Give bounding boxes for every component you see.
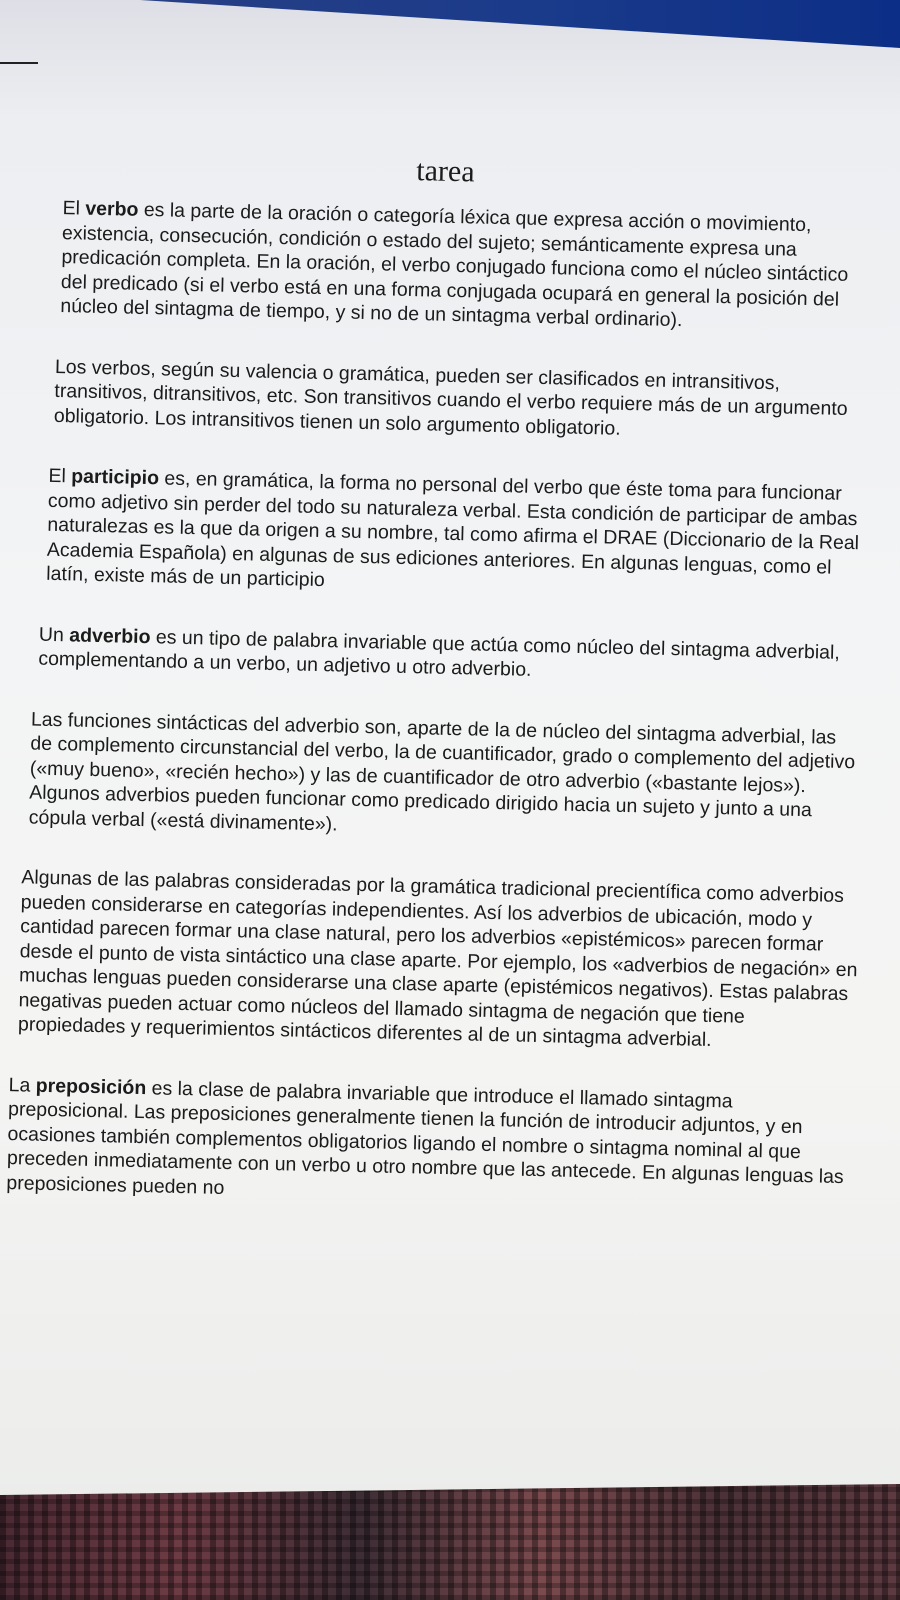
paragraph-text: es la clase de palabra invariable que introduce el llamado sintagma preposicional. Las preposiciones generalmente tienen la función de introducir adjuntos, y en ocasiones también complementos obligatorios ligando el nombre o sintagma nominal al que preceden inmediatamente con un verbo u otro nombre que las antecede. En algunas lenguas las preposiciones pueden no [6, 1076, 844, 1199]
paragraph-lead: El [62, 197, 86, 220]
paragraph-lead: Un [38, 623, 70, 646]
paragraph-verbo [12, 195, 875, 337]
paragraph-categorias: Algunas de las palabras consideradas por la gramática tradicional precientífica como adverbios pueden considerarse en categorías independientes. Así los adverbios de ubicación, modo y cantidad parecen formar una clase natural, pero los adverbios «epistémicos» parecen formar desde el punto de vista sintáctico una clase aparte. Por ejemplo, los «adverbios de negación» en muchas lenguas pueden considerarse una clase aparte (epistémicos negativos). Estas palabras negativas pueden actuar como núcleos del llamado sintagma de negación que tiene propiedades y requerimientos sintácticos diferentes al de un sintagma adverbial. [17, 866, 858, 1052]
paragraph-lead: La [8, 1073, 37, 1097]
paragraph-funciones: Las funciones sintácticas del adverbio son, aparte de la de núcleo del sintagma adverbial, las de complemento circunstancial del verbo, la de cuantificador, grado o complemento del adjetivo («muy bueno», «recién hecho») y las de cuantificador de otro adverbio («bastante lejos»). Algunos adverbios pueden funcionar como predicado dirigido hacia un sujeto y junto a una cópula verbal («está divinamente»). [28, 707, 856, 835]
term-preposicion: preposición [35, 1074, 147, 1099]
paragraph-adverbio [4, 621, 865, 689]
paragraph-preposicion [0, 1072, 855, 1214]
background-tablecloth [0, 1480, 900, 1600]
margin-mark [0, 62, 38, 64]
paragraph-text: es un tipo de palabra invariable que actúa como núcleo del sintagma adverbial, complementando a un verbo, un adjetivo u otro adverbio. [38, 625, 841, 681]
document-body [0, 145, 876, 1250]
page-title: tarea [416, 154, 476, 189]
paragraph-valencia: Los verbos, según su valencia o gramática, pueden ser clasificados en intransitivos, transitivos, ditransitivos, etc. Son transitivos cuando el verbo requiere más de un argumento obligatorio. Los intransitivos tienen un solo argumento obligatorio. [53, 355, 848, 440]
paragraph-lead: El [48, 464, 72, 488]
paragraph-participio [6, 463, 869, 605]
term-verbo: verbo [85, 197, 139, 221]
paragraph-text: es la parte de la oración o categoría léxica que expresa acción o movimiento, existencia, consecución, condición o estado del sujeto; semánticamente expresa una predicación completa. En la oración, el verbo conjugado funciona como el núcleo sintáctico del predicado (si el verbo está en una forma conjugada ocupará en general la posición del núcleo del sintagma de tiempo, y si no de un sintagma verbal ordinario). [60, 198, 849, 332]
term-participio: participio [71, 465, 160, 490]
term-adverbio: adverbio [69, 623, 151, 648]
paragraph-text: es, en gramática, la forma no personal del verbo que éste toma para funcionar como adjetivo sin perder del todo su naturaleza verbal. Esta condición de participar de ambas naturalezas es la que da origen a su nombre, tal como afirma el DRAE (Diccionario de la Real Academia Española) en algunas de sus ediciones anteriores. En algunas lenguas, como el latín, existe más de un participio [46, 467, 860, 592]
